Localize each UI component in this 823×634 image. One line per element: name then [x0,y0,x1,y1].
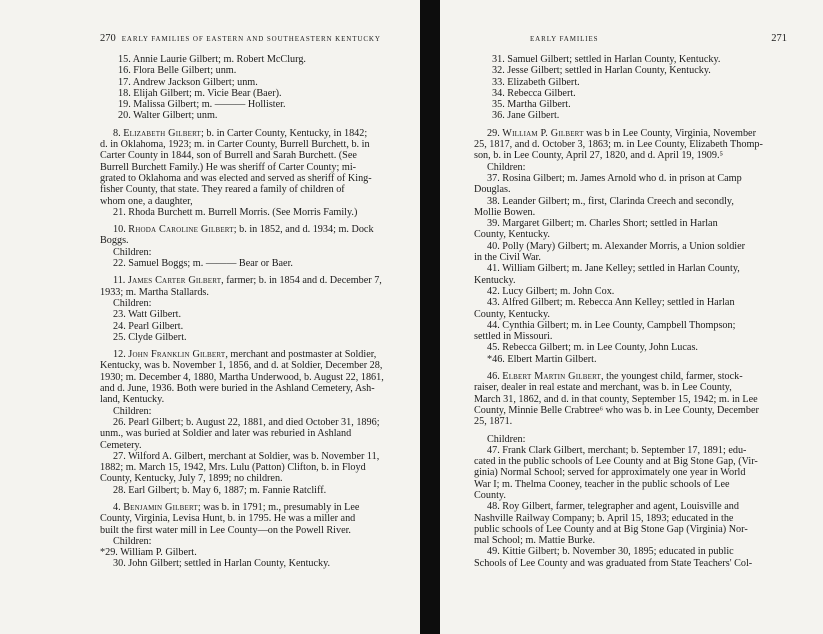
text-line [474,252,787,263]
line-text: 1882; m. March 15, 1942, Mrs. Lulu (Patton) Clifton, b. in Floyd [100,462,366,474]
right-page-number: 271 [771,33,787,44]
line-text-rest: ; b. in Carter County, Kentucky, in 1842; [201,127,368,139]
text-line [474,501,787,512]
text-line [474,99,787,110]
line-text: built the first water mill in Lee County—on the Powell River. [100,524,351,536]
text-line [100,207,410,218]
line-text: 43. Alfred Gilbert; m. Rebecca Ann Kelley; settled in Harlan [487,297,735,309]
line-text: 27. Wilford A. Gilbert, merchant at Soldier, was b. November 11, [113,450,380,462]
text-line [100,77,410,88]
line-text: raiser, dealer in real estate and merchant, was b. in Lee County, [474,382,732,394]
text-line [100,394,410,405]
text-line [474,77,787,88]
line-text: War I; m. Thelma Cooney, teacher in the public schools of Lee [474,478,730,490]
text-line [100,440,410,451]
line-text: County, Virginia, Levisa Hunt, b. in 1795. He was a miller and [100,513,356,525]
line-text: Burrell Burchett Family.) He was sheriff of Carter County; mi- [100,161,357,173]
line-text: 35. Martha Gilbert. [492,99,571,111]
line-text: 39. Margaret Gilbert; m. Charles Short; settled in Harlan [487,218,718,230]
line-text: 10. [113,224,129,236]
text-line [100,321,410,332]
line-text-rest: , the youngest child, farmer, stock- [601,371,743,383]
line-text: 49. Kittie Gilbert; b. November 30, 1895; educated in public [487,546,734,558]
entry-name: James Carter Gilbert [127,275,222,287]
text-line [474,110,787,121]
left-running-title: EARLY FAMILIES OF EASTERN AND SOUTHEASTERN KENTUCKY [121,35,381,43]
entry-name: John Franklin Gilbert [128,349,226,361]
book-spine [420,0,440,634]
line-text: 36. Jane Gilbert. [492,110,560,122]
text-line [100,184,410,195]
text-line [474,546,787,557]
entry-name: Rhoda Caroline Gilbert [128,224,234,236]
text-line [474,65,787,76]
line-text: 31. Samuel Gilbert; settled in Harlan County, Kentucky. [492,54,721,65]
text-line [474,331,787,342]
line-text: Mollie Bowen. [474,206,536,218]
text-line [100,128,410,139]
line-text: public schools of Lee County and at Big Stone Gap (Virginia) Nor- [474,523,748,535]
line-text-rest: ; was b. in 1791; m., presumably in Lee [197,501,360,513]
text-line [100,309,410,320]
text-line [474,524,787,535]
left-page-body [100,54,410,570]
line-text: 45. Rebecca Gilbert; m. in Lee County, John Lucas. [487,342,698,354]
text-line [100,162,410,173]
line-text: d. in Oklahoma, 1923; m. in Carter County, Burrell Burchett, b. in [100,139,370,151]
text-line [100,65,410,76]
text-line [474,382,787,393]
text-line [100,485,410,496]
text-line [474,54,787,65]
text-line [474,241,787,252]
line-text: 24. Pearl Gilbert. [113,320,184,332]
line-text: Carter County in 1844, son of Burrell and Sarah Burchett. (See [100,150,357,162]
line-text: in the Civil War. [474,252,541,264]
text-line [100,473,410,484]
line-text: Children: [113,246,152,258]
line-text: 16. Flora Belle Gilbert; unm. [118,65,237,77]
line-text: 34. Rebecca Gilbert. [492,87,576,99]
line-text: 23. Watt Gilbert. [113,309,182,321]
line-text: 4. [113,501,124,513]
line-text: son, b. in Lee County, April 27, 1820, and d. April 19, 1909.⁵ [474,150,724,162]
text-line [100,99,410,110]
text-line [100,349,410,360]
line-text: settled in Missouri. [474,331,553,343]
line-text: 15. Annie Laurie Gilbert; m. Robert McClurg. [118,54,306,65]
text-line [100,258,410,269]
entry-name: William P. Gilbert [502,127,584,139]
line-text: 30. John Gilbert; settled in Harlan County, Kentucky. [113,558,331,570]
line-text: ginia) Normal School; served for approximately one year in World [474,467,746,479]
text-line [100,360,410,371]
right-running-title: EARLY FAMILIES [530,35,599,43]
entry-name: Benjamin Gilbert [123,501,198,513]
left-page-number: 270 [100,33,116,44]
text-line [100,150,410,161]
text-line [474,394,787,405]
line-text: whom one, a daughter, [100,195,193,207]
line-text: 17. Andrew Jackson Gilbert; unm. [118,76,258,88]
line-text: grated to Oklahoma and was elected and served as sheriff of King- [100,172,372,184]
line-text: 25, 1817, and d. October 3, 1863; m. in Lee County, Elizabeth Thomp- [474,139,763,151]
text-line [474,229,787,240]
line-text-rest: ; b. in 1852, and d. 1934; m. Dock [233,224,374,236]
line-text: land, Kentucky. [100,394,165,406]
text-line [474,139,787,150]
line-text: 40. Polly (Mary) Gilbert; m. Alexander Morris, a Union soldier [487,240,746,252]
text-line [474,263,787,274]
text-line [100,525,410,536]
text-line [474,371,787,382]
text-line [474,128,787,139]
text-line [474,286,787,297]
line-text: County, Kentucky. [474,229,550,241]
line-text: Nashville Railway Company; b. April 15, 1893; educated in the [474,512,734,524]
line-text: 1930; m. December 4, 1880, Martha Underwood, b. August 22, 1861, [100,371,384,383]
line-text: County. [474,489,506,501]
line-text: 25. Clyde Gilbert. [113,331,187,343]
text-line [474,320,787,331]
text-line [100,247,410,258]
text-line [474,535,787,546]
text-line [474,513,787,524]
text-line [100,298,410,309]
text-line [100,196,410,207]
text-line [100,54,410,65]
text-line [100,536,410,547]
text-line [474,162,787,173]
left-page-header [100,33,410,44]
text-line [474,434,787,445]
line-text: 25, 1871. [474,416,513,428]
line-text: 44. Cynthia Gilbert; m. in Lee County, Campbell Thompson; [487,319,736,331]
entry-name: Elizabeth Gilbert [123,127,202,139]
text-line [100,462,410,473]
line-text: 28. Earl Gilbert; b. May 6, 1887; m. Fannie Ratcliff. [113,484,327,496]
line-text: County, Kentucky. [474,308,550,320]
line-text: 19. Malissa Gilbert; m. ——— Hollister. [118,99,286,111]
text-line [474,184,787,195]
text-line [474,354,787,365]
text-line [100,428,410,439]
text-line [474,88,787,99]
text-line [100,173,410,184]
text-line [100,224,410,235]
text-line [474,405,787,416]
text-line [474,218,787,229]
line-text: 18. Elijah Gilbert; m. Vicie Bear (Baer). [118,87,282,99]
text-line [100,275,410,286]
text-line [474,558,787,569]
text-line [100,513,410,524]
entry-name: Elbert Martin Gilbert [502,371,602,383]
line-text: Boggs. [100,235,129,247]
line-text: unm., was buried at Soldier and later was reburied in Ashland [100,428,352,440]
text-line [100,110,410,121]
text-line [474,275,787,286]
text-line [100,235,410,246]
line-text: and d. June, 1936. Both were buried in the Ashland Cemetery, Ash- [100,383,375,395]
text-line [474,445,787,456]
text-line [474,207,787,218]
text-line [100,383,410,394]
line-text: 48. Roy Gilbert, farmer, telegrapher and agent, Louisville and [487,501,739,513]
line-text: 37. Rosina Gilbert; m. James Arnold who d. in prison at Camp [487,172,742,184]
line-text: 12. [113,349,129,361]
text-line [100,372,410,383]
line-text: 46. [487,371,503,383]
text-line [100,417,410,428]
line-text: 8. [113,127,124,139]
line-text: 26. Pearl Gilbert; b. August 22, 1881, and died October 31, 1896; [113,416,380,428]
line-text: 33. Elizabeth Gilbert. [492,76,580,88]
text-line [474,150,787,161]
line-text: 29. [487,127,503,139]
line-text: Children: [487,161,526,173]
text-line [474,342,787,353]
text-line [100,139,410,150]
line-text: 32. Jesse Gilbert; settled in Harlan County, Kentucky. [492,65,711,77]
line-text: Douglas. [474,184,511,196]
text-line [474,416,787,427]
text-line [474,456,787,467]
line-text-rest: , merchant and postmaster at Soldier, [225,349,377,361]
line-text: County, Kentucky, July 7, 1899; no children. [100,473,283,485]
text-line [474,297,787,308]
line-text: Kentucky. [474,274,516,286]
right-page-header [474,33,787,44]
text-line [474,173,787,184]
text-line [100,558,410,569]
text-line [474,490,787,501]
line-text: March 31, 1862, and d. in that county, September 15, 1942; m. in Lee [474,393,758,405]
line-text: Cemetery. [100,439,142,451]
line-text: 41. William Gilbert; m. Jane Kelley; settled in Harlan County, [487,263,740,275]
line-text: 47. Frank Clark Gilbert, merchant; b. September 17, 1891; edu- [487,444,747,456]
line-text: fisher County, that state. They reared a family of children of [100,184,345,196]
line-text: Children: [487,433,526,445]
text-line [100,547,410,558]
line-text: County, Minnie Belle Crabtree⁶ who was b. in Lee County, December [474,404,759,416]
line-text: *46. Elbert Martin Gilbert. [487,353,597,365]
text-line [100,502,410,513]
line-text: Children: [113,405,152,417]
line-text-rest: , farmer; b. in 1854 and d. December 7, [221,275,382,287]
line-text: Children: [113,297,152,309]
line-text: Schools of Lee County and was graduated from State Teachers' Col- [474,557,753,569]
line-text: 1933; m. Martha Stallards. [100,286,209,298]
text-line [100,287,410,298]
text-line [474,467,787,478]
line-text: Children: [113,535,152,547]
line-text: 20. Walter Gilbert; unm. [118,110,218,122]
line-text: 22. Samuel Boggs; m. ——— Bear or Baer. [113,258,293,270]
text-line [474,479,787,490]
text-line [100,406,410,417]
right-page [440,0,823,634]
line-text: *29. William P. Gilbert. [100,547,197,559]
line-text: mal School; m. Mattie Burke. [474,535,596,547]
right-page-body [474,54,787,569]
line-text-rest: was b in Lee County, Virginia, November [583,127,756,139]
line-text: Kentucky, was b. November 1, 1856, and d. at Soldier, December 28, [100,360,383,372]
line-text: 21. Rhoda Burchett m. Burrell Morris. (See Morris Family.) [113,206,358,218]
text-line [100,451,410,462]
text-line [100,332,410,343]
line-text: cated in the public schools of Lee County and at Big Stone Gap, (Vir- [474,456,758,468]
line-text: 38. Leander Gilbert; m., first, Clarinda Creech and secondly, [487,195,734,207]
line-text: 42. Lucy Gilbert; m. John Cox. [487,285,615,297]
text-line [100,88,410,99]
text-line [474,309,787,320]
text-line [474,196,787,207]
line-text: 11. [113,275,128,287]
